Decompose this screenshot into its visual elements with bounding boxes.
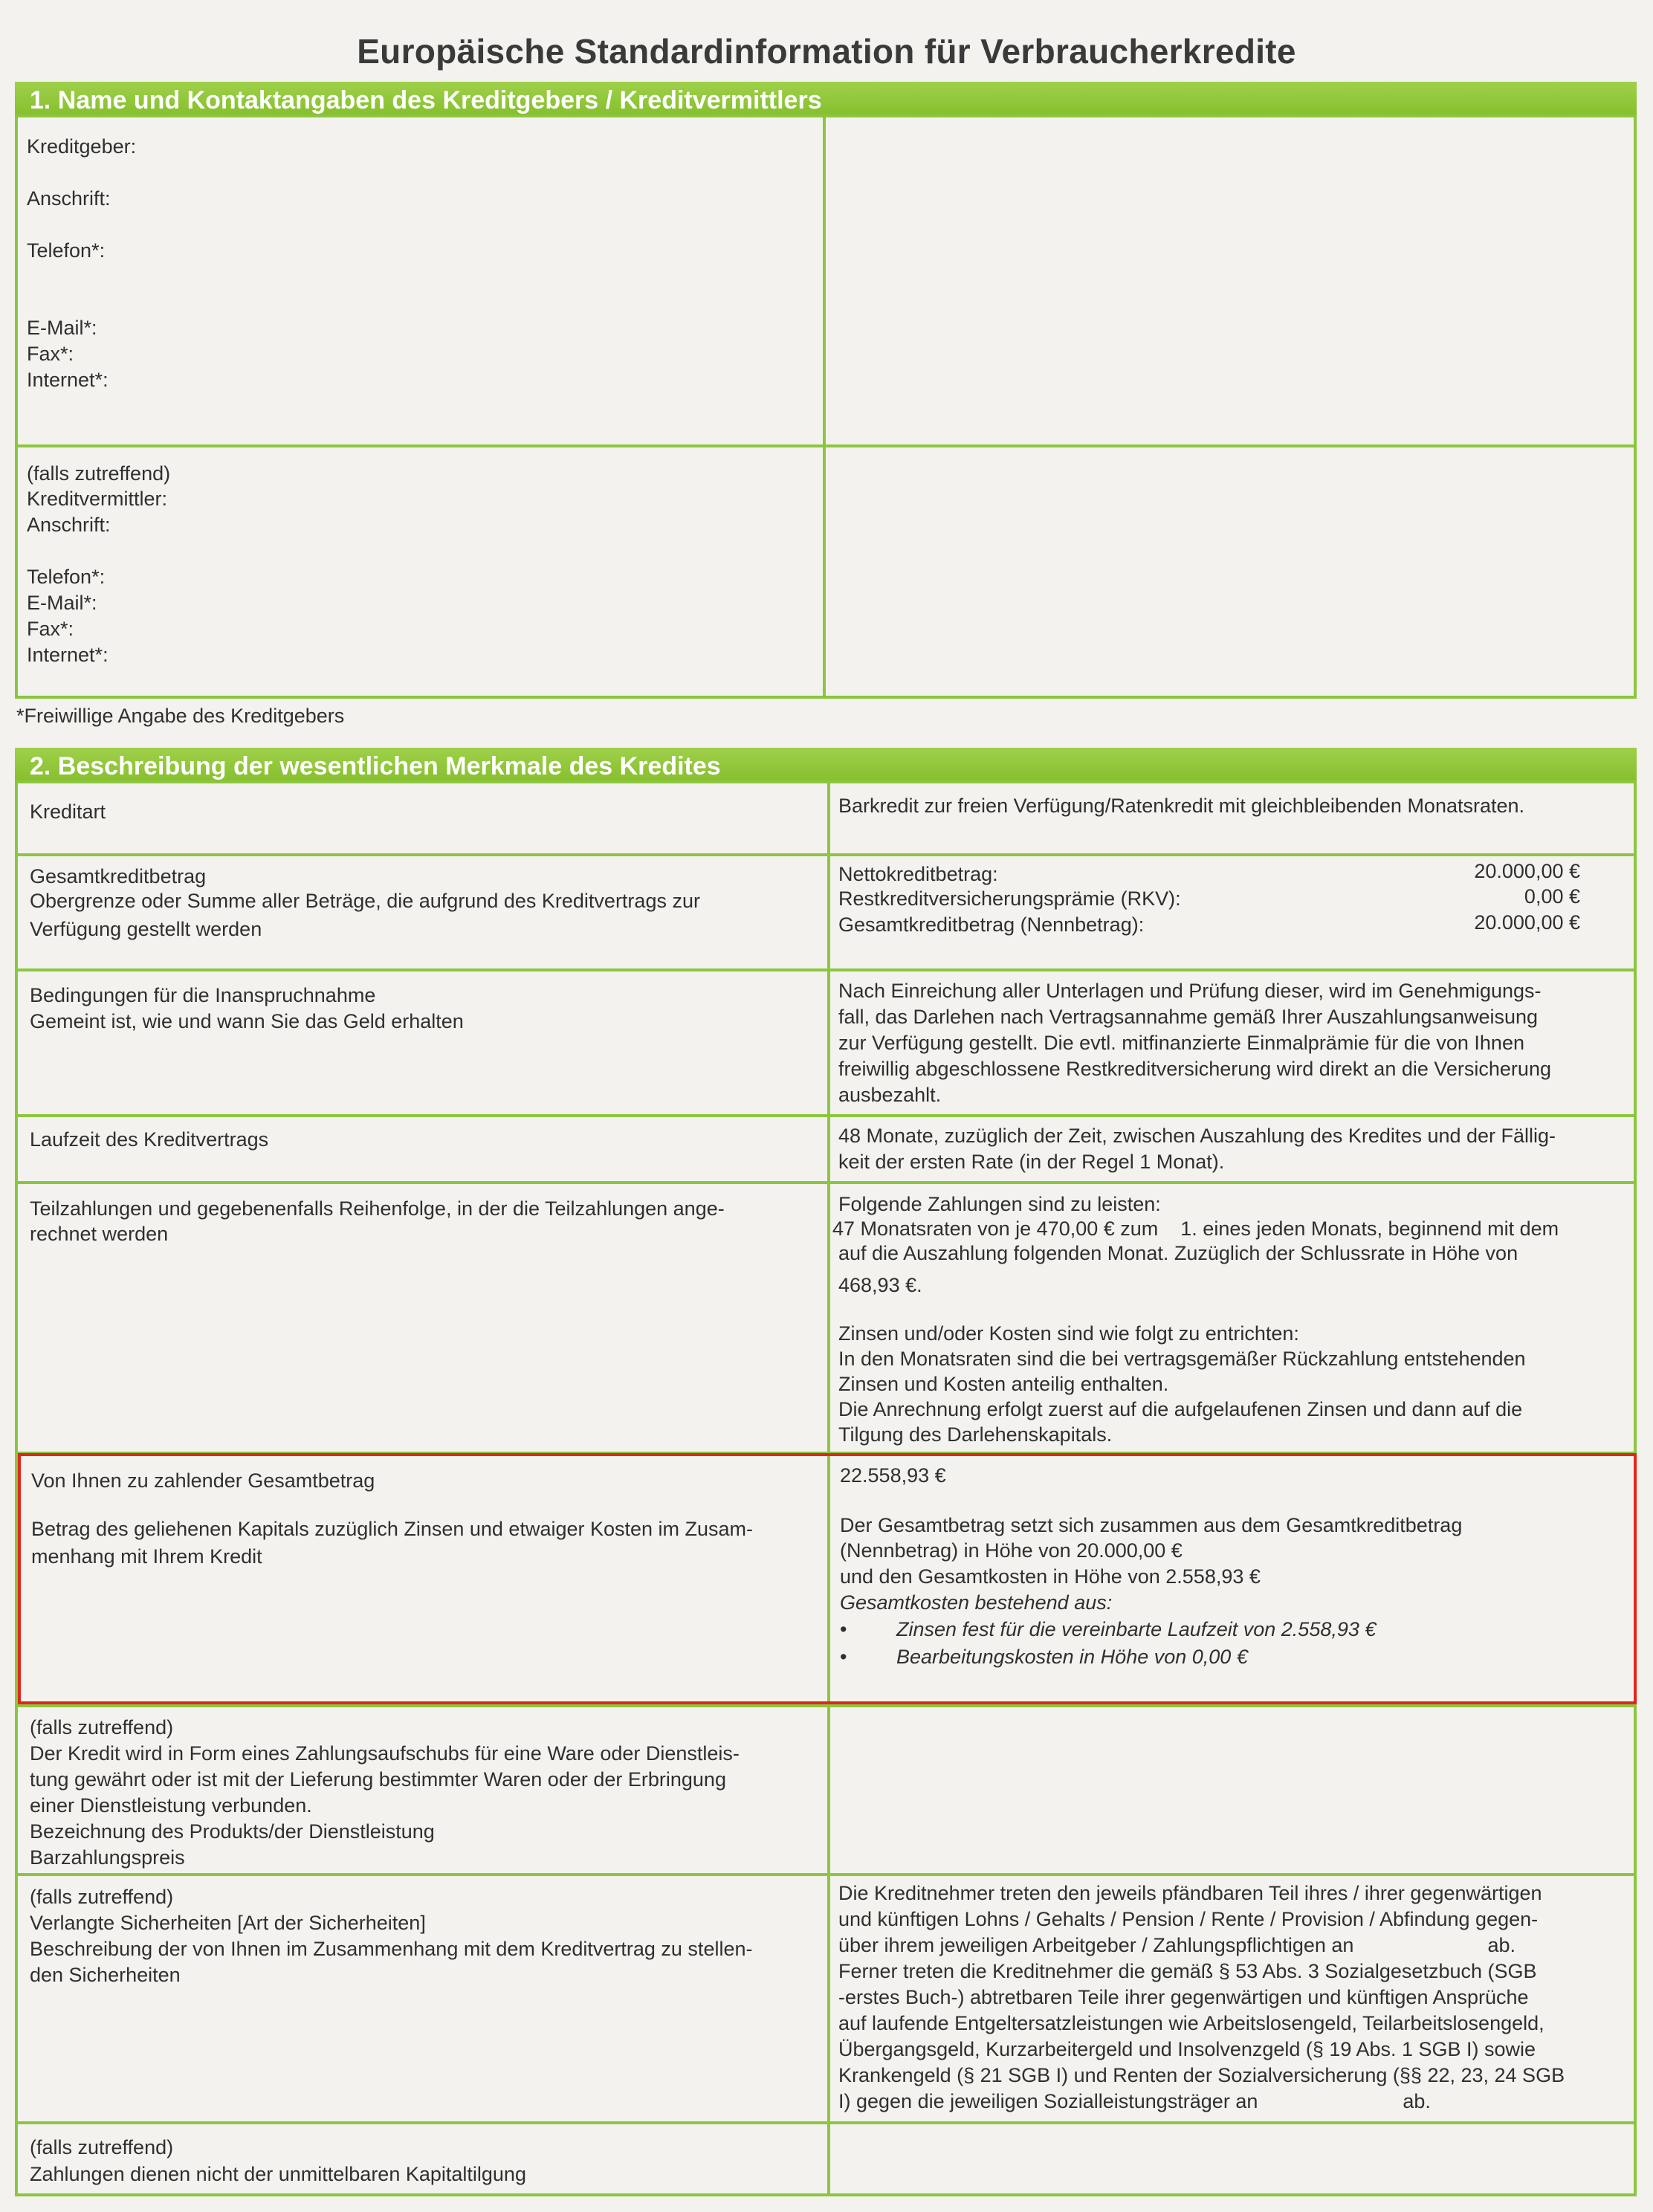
bedingungen-text-line: fall, das Darlehen nach Vertragsannahme gemäß Ihrer Auszahlungsanweisung <box>838 1006 1539 1028</box>
bedingungen-text-line: freiwillig abgeschlossene Restkreditversicherung wird direkt an die Versicherung <box>838 1058 1551 1080</box>
laufzeit-label: Laufzeit des Kreditvertrags <box>30 1128 269 1151</box>
label-broker-fax: Fax*: <box>27 618 74 640</box>
row-divider <box>15 968 1637 971</box>
row-divider <box>15 1181 1637 1184</box>
gesamtkreditbetrag-description: Obergrenze oder Summe aller Beträge, die aufgrund des Kreditvertrags zur <box>30 890 700 912</box>
zahlungsaufschub-label: (falls zutreffend) <box>30 1716 174 1739</box>
highlight-box <box>18 1453 1637 1704</box>
zahlungsaufschub-label: Der Kredit wird in Form eines Zahlungsaufschubs für eine Ware oder Dienstleis- <box>30 1742 740 1765</box>
label-fax: Fax*: <box>27 343 74 365</box>
teilzahlungen-text-line: Zinsen und/oder Kosten sind wie folgt zu entrichten: <box>838 1322 1299 1345</box>
gesamtbetrag-description: Betrag des geliehenen Kapitals zuzüglich Zinsen und etwaiger Kosten im Zusam- <box>31 1518 754 1540</box>
nennbetrag-amount: 20.000,00 € <box>1474 911 1580 934</box>
row-divider <box>15 853 1637 856</box>
gesamtkosten-heading: Gesamtkosten bestehend aus: <box>840 1591 1113 1614</box>
gesamtbetrag-text-line: und den Gesamtkosten in Höhe von 2.558,93 € <box>840 1565 1261 1588</box>
section-1-table <box>15 114 1637 699</box>
label-falls-zutreffend: (falls zutreffend) <box>27 462 171 485</box>
label-kreditgeber: Kreditgeber: <box>27 135 137 158</box>
rkv-amount: 0,00 € <box>1524 885 1580 908</box>
kapitaltilgung-label: (falls zutreffend) <box>30 2136 174 2158</box>
kreditart-label: Kreditart <box>30 801 106 823</box>
teilzahlungen-text-line: auf die Auszahlung folgenden Monat. Zuzüglich der Schlussrate in Höhe von <box>838 1242 1518 1264</box>
teilzahlungen-text-line: In den Monatsraten sind die bei vertragsgemäßer Rückzahlung entstehenden <box>838 1348 1526 1370</box>
label-telefon: Telefon*: <box>27 239 106 262</box>
sicherheiten-text-line: und künftigen Lohns / Gehalts / Pension / Rente / Provision / Abfindung gegen- <box>838 1908 1539 1930</box>
zahlungsaufschub-label: Barzahlungspreis <box>30 1846 185 1869</box>
label-email: E-Mail*: <box>27 317 97 339</box>
label-anschrift: Anschrift: <box>27 187 111 210</box>
teilzahlungen-text-line: Die Anrechnung erfolgt zuerst auf die aufgelaufenen Zinsen und dann auf die <box>838 1398 1523 1420</box>
nettokreditbetrag-label: Nettokreditbetrag: <box>838 863 998 885</box>
bullet-icon: • <box>840 1646 847 1668</box>
sicherheiten-text-line: -erstes Buch-) abtretbaren Teile ihrer gegenwärtigen und künftigen Ansprüche <box>838 1986 1529 2008</box>
nettokreditbetrag-amount: 20.000,00 € <box>1474 860 1580 882</box>
bedingungen-text-line: zur Verfügung gestellt. Die evtl. mitfinanzierte Einmalprämie für die von Ihnen <box>838 1032 1524 1054</box>
sicherheiten-text-line: auf laufende Entgeltersatzleistungen wie Arbeitslosengeld, Teilarbeitslosengeld, <box>838 2012 1544 2034</box>
label-broker-internet: Internet*: <box>27 644 109 666</box>
cost-item-zinsen: Zinsen fest für die vereinbarte Laufzeit von 2.558,93 € <box>896 1618 1377 1640</box>
sicherheiten-text-line: Ferner treten die Kreditnehmer die gemäß § 53 Abs. 3 Sozialgesetzbuch (SGB <box>838 1960 1537 1982</box>
zahlungsaufschub-label: tung gewährt oder ist mit der Lieferung bestimmter Waren oder der Erbringung <box>30 1768 726 1791</box>
sicherheiten-text-line: Übergangsgeld, Kurzarbeitergeld und Insolvenzgeld (§ 19 Abs. 1 SGB I) sowie <box>838 2038 1536 2060</box>
label-broker-telefon: Telefon*: <box>27 566 106 588</box>
label-broker-email: E-Mail*: <box>27 592 97 614</box>
bedingungen-text-line: Nach Einreichung aller Unterlagen und Prüfung dieser, wird im Genehmigungs- <box>838 980 1542 1002</box>
sicherheiten-text-line: I) gegen die jeweiligen Sozialleistungsträger an ab. <box>838 2090 1431 2112</box>
sicherheiten-label: (falls zutreffend) <box>30 1886 174 1908</box>
gesamtbetrag-text-line: Der Gesamtbetrag setzt sich zusammen aus dem Gesamtkreditbetrag <box>840 1514 1463 1536</box>
page-title: Europäische Standardinformation für Verbraucherkredite <box>357 32 1296 71</box>
gesamtbetrag-amount: 22.558,93 € <box>840 1464 946 1487</box>
teilzahlungen-text-line: Tilgung des Darlehenskapitals. <box>838 1423 1113 1446</box>
rkv-label: Restkreditversicherungsprämie (RKV): <box>838 887 1181 910</box>
sicherheiten-label: Beschreibung der von Ihnen im Zusammenhang mit dem Kreditvertrag zu stellen- <box>30 1938 753 1960</box>
kreditart-value: Barkredit zur freien Verfügung/Ratenkredit mit gleichbleibenden Monatsraten. <box>838 795 1525 817</box>
section-1-column-divider <box>823 114 826 699</box>
teilzahlungen-text-line: Folgende Zahlungen sind zu leisten: <box>838 1193 1161 1215</box>
sicherheiten-text-line: Krankengeld (§ 21 SGB I) und Renten der Sozialversicherung (§§ 22, 23, 24 SGB <box>838 2064 1565 2086</box>
teilzahlungen-label: rechnet werden <box>30 1223 169 1245</box>
bedingungen-label: Bedingungen für die Inanspruchnahme <box>30 984 376 1006</box>
teilzahlungen-label: Teilzahlungen und gegebenenfalls Reihenfolge, in der die Teilzahlungen ange- <box>30 1197 725 1220</box>
section-1-heading: 1. Name und Kontaktangaben des Kreditgebers / Kreditvermittlers <box>15 82 1637 116</box>
footnote: *Freiwillige Angabe des Kreditgebers <box>16 705 345 727</box>
gesamtbetrag-label: Von Ihnen zu zahlender Gesamtbetrag <box>31 1469 375 1492</box>
label-kreditvermittler: Kreditvermittler: <box>27 488 168 510</box>
zahlungsaufschub-label: einer Dienstleistung verbunden. <box>30 1794 312 1817</box>
row-divider <box>15 1873 1637 1876</box>
bullet-icon: • <box>840 1618 847 1640</box>
label-broker-anschrift: Anschrift: <box>27 514 111 536</box>
kapitaltilgung-label: Zahlungen dienen nicht der unmittelbaren Kapitaltilgung <box>30 2163 526 2185</box>
gesamtbetrag-text-line: (Nennbetrag) in Höhe von 20.000,00 € <box>840 1539 1183 1562</box>
teilzahlungen-text-line: 468,93 €. <box>838 1274 922 1296</box>
gesamtkreditbetrag-description: Verfügung gestellt werden <box>30 918 262 940</box>
sicherheiten-label: den Sicherheiten <box>30 1964 181 1986</box>
bedingungen-description: Gemeint ist, wie und wann Sie das Geld erhalten <box>30 1010 464 1032</box>
nennbetrag-label: Gesamtkreditbetrag (Nennbetrag): <box>838 913 1145 936</box>
laufzeit-text-line: keit der ersten Rate (in der Regel 1 Monat). <box>838 1151 1225 1173</box>
sicherheiten-label: Verlangte Sicherheiten [Art der Sicherheiten] <box>30 1912 426 1934</box>
zahlungsaufschub-label: Bezeichnung des Produkts/der Dienstleistung <box>30 1820 435 1843</box>
row-divider <box>15 1114 1637 1117</box>
teilzahlungen-text-line: 47 Monatsraten von je 470,00 € zum 1. eines jeden Monats, beginnend mit dem <box>832 1217 1559 1240</box>
sicherheiten-text-line: über ihrem jeweiligen Arbeitgeber / Zahlungspflichtigen an ab. <box>838 1934 1515 1956</box>
section-2-heading: 2. Beschreibung der wesentlichen Merkmale des Kredites <box>15 748 1637 782</box>
sicherheiten-text-line: Die Kreditnehmer treten den jeweils pfändbaren Teil ihres / ihrer gegenwärtigen <box>838 1882 1542 1904</box>
laufzeit-text-line: 48 Monate, zuzüglich der Zeit, zwischen Auszahlung des Kredites und der Fällig- <box>838 1125 1556 1147</box>
row-divider <box>15 2121 1637 2124</box>
bedingungen-text-line: ausbezahlt. <box>838 1084 942 1106</box>
gesamtkreditbetrag-label: Gesamtkreditbetrag <box>30 865 207 887</box>
section-1-row-divider <box>15 444 1637 447</box>
row-divider <box>15 1704 1637 1707</box>
label-internet: Internet*: <box>27 369 109 391</box>
cost-item-bearbeitungskosten: Bearbeitungskosten in Höhe von 0,00 € <box>896 1646 1248 1668</box>
teilzahlungen-text-line: Zinsen und Kosten anteilig enthalten. <box>838 1373 1169 1395</box>
gesamtbetrag-description: menhang mit Ihrem Kredit <box>31 1545 262 1568</box>
